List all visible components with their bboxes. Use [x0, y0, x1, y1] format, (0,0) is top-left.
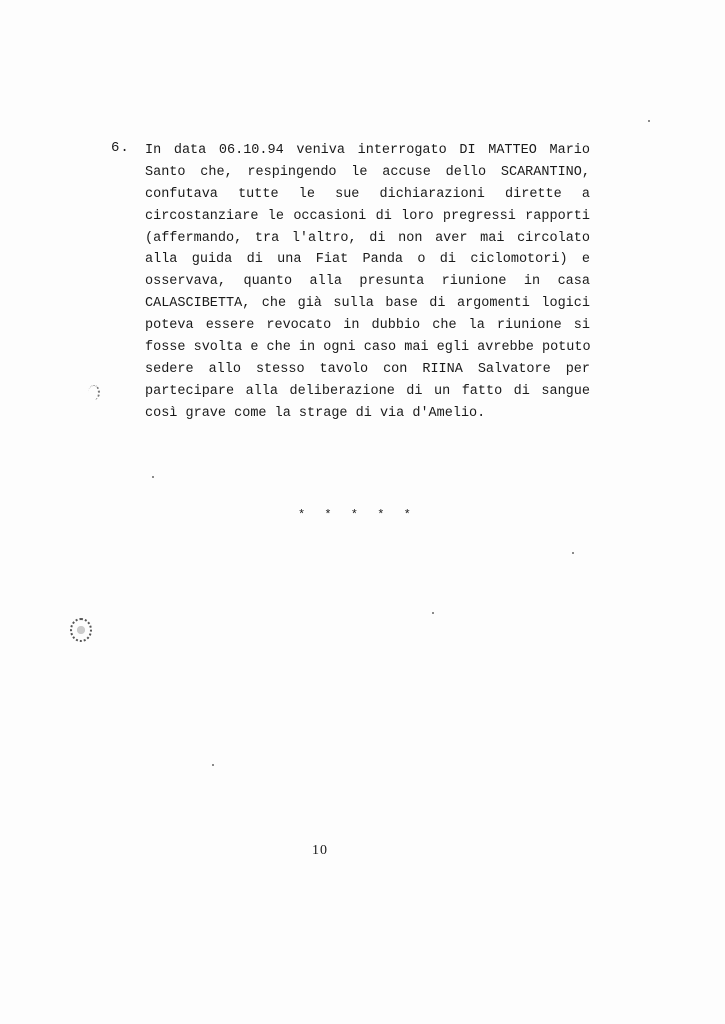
punch-hole-mark [88, 385, 100, 400]
page-number: 10 [312, 843, 328, 858]
paragraph-line: CALASCIBETTA, che già sulla base di argomenti logici [145, 296, 590, 312]
scan-speck [212, 764, 214, 766]
paragraph-line: così grave come la strage di via d'Amelio. [145, 405, 486, 421]
section-separator: * * * * * [298, 508, 417, 522]
paragraph-line: In data 06.10.94 veniva interrogato DI MATTEO Mario [145, 143, 590, 158]
paragraph-line: sedere allo stesso tavolo con RIINA Salvatore per [145, 361, 590, 377]
paragraph-line: osservava, quanto alla presunta riunione in casa [145, 274, 590, 290]
paragraph-line: (affermando, tra l'altro, di non aver mai circolato [145, 230, 590, 246]
paragraph-line: Santo che, respingendo le accuse dello SCARANTINO, [145, 164, 590, 180]
scan-speck [572, 552, 574, 554]
item-number: 6. [111, 140, 130, 156]
paragraph-line: confutava tutte le sue dichiarazioni dirette a [145, 186, 590, 202]
paragraph-line: poteva essere revocato in dubbio che la riunione si [145, 318, 590, 334]
paragraph-line: partecipare alla deliberazione di un fatto di sangue [145, 383, 590, 399]
scan-speck [152, 476, 154, 478]
paragraph-line: fosse svolta e che in ogni caso mai egli avrebbe potuto [145, 340, 591, 356]
scan-speck [432, 612, 434, 614]
paragraph-body [145, 140, 590, 425]
paragraph-line: alla guida di una Fiat Panda o di ciclomotori) e [145, 252, 590, 268]
scan-speck [648, 120, 650, 122]
paragraph-line: circostanziare le occasioni di loro pregressi rapporti [145, 208, 590, 224]
punch-hole-mark [70, 618, 92, 642]
